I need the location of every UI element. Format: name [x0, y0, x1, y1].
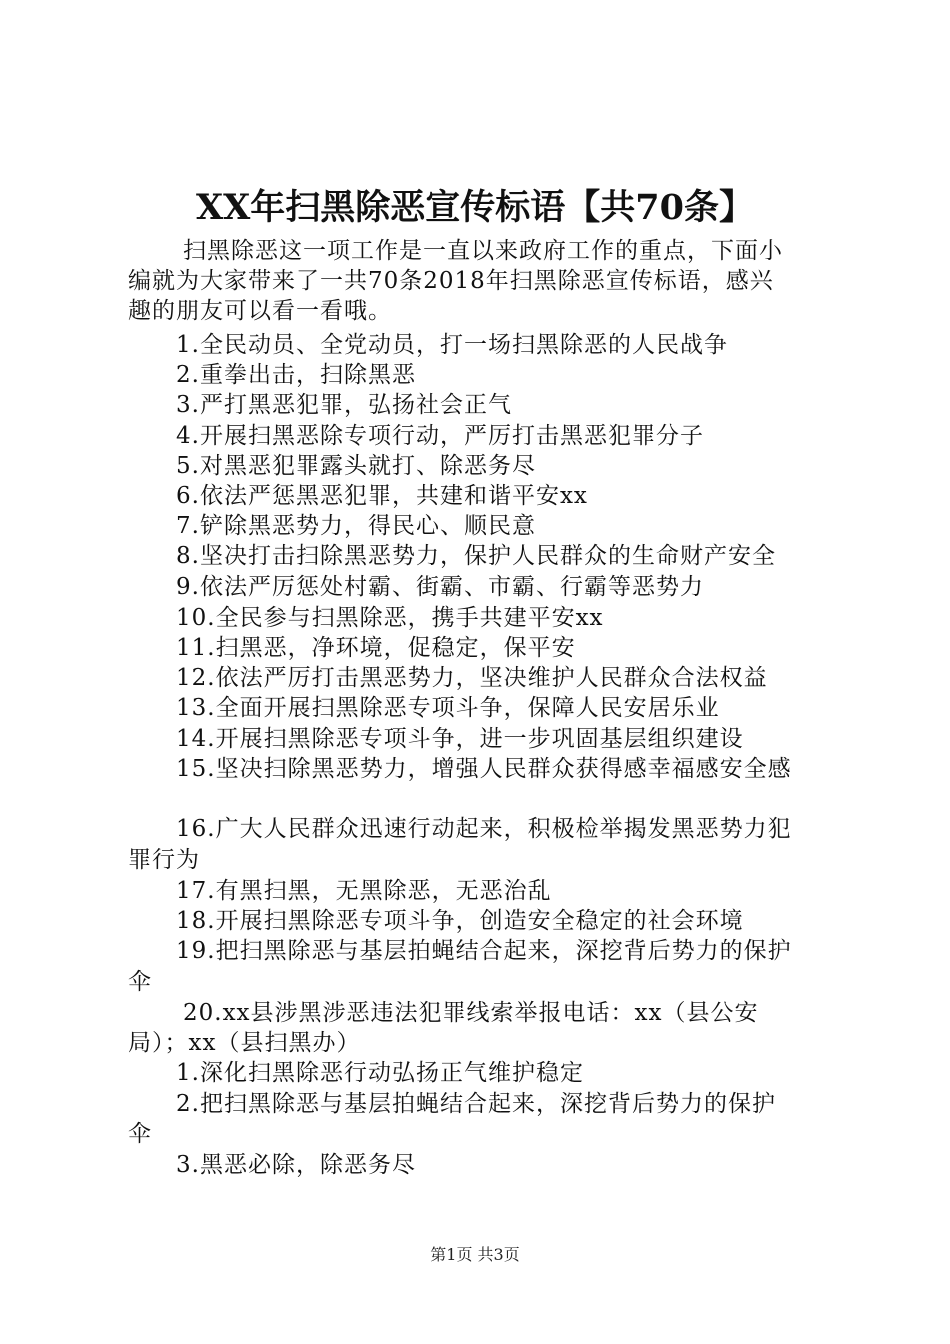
list-item: 1.深化扫黑除恶行动弘扬正气维护稳定 — [176, 1060, 584, 1086]
list-item: 19.把扫黑除恶与基层拍蝇结合起来，深挖背后势力的保护 — [176, 938, 792, 964]
list-item: 7.铲除黑恶势力，得民心、顺民意 — [176, 513, 536, 539]
list-item: 16.广大人民群众迅速行动起来，积极检举揭发黑恶势力犯 — [176, 816, 792, 842]
list-item: 15.坚决扫除黑恶势力，增强人民群众获得感幸福感安全感 — [176, 756, 792, 782]
list-item: 12.依法严厉打击黑恶势力，坚决维护人民群众合法权益 — [176, 665, 768, 691]
list-item: 1.全民动员、全党动员，打一场扫黑除恶的人民战争 — [176, 332, 728, 358]
list-item: 3.严打黑恶犯罪，弘扬社会正气 — [176, 392, 512, 418]
intro-line: 编就为大家带来了一共70条2018年扫黑除恶宣传标语，感兴 — [128, 268, 774, 294]
list-item: 10.全民参与扫黑除恶，携手共建平安xx — [176, 605, 604, 631]
list-item: 6.依法严惩黑恶犯罪，共建和谐平安xx — [176, 483, 588, 509]
list-item: 18.开展扫黑除恶专项斗争，创造安全稳定的社会环境 — [176, 908, 744, 934]
list-item: 5.对黑恶犯罪露头就打、除恶务尽 — [176, 453, 536, 479]
list-item: 伞 — [128, 1121, 152, 1147]
list-item: 伞 — [128, 969, 152, 995]
page-number-footer: 第1页 共3页 — [430, 1245, 520, 1264]
intro-line: 趣的朋友可以看一看哦。 — [128, 298, 392, 324]
list-item: 罪行为 — [128, 847, 200, 873]
list-item: 8.坚决打击扫除黑恶势力，保护人民群众的生命财产安全 — [176, 543, 776, 569]
list-item: 3.黑恶必除，除恶务尽 — [176, 1152, 416, 1178]
list-item: 20.xx县涉黑涉恶违法犯罪线索举报电话：xx（县公安 — [183, 1000, 759, 1026]
list-item: 9.依法严厉惩处村霸、街霸、市霸、行霸等恶势力 — [176, 574, 704, 600]
list-item: 局）；xx（县扫黑办） — [128, 1030, 361, 1056]
list-item: 13.全面开展扫黑除恶专项斗争，保障人民安居乐业 — [176, 695, 720, 721]
document-title: XX年扫黑除恶宣传标语【共70条】 — [195, 187, 755, 228]
list-item: 14.开展扫黑除恶专项斗争，进一步巩固基层组织建设 — [176, 726, 744, 752]
list-item: 11.扫黑恶，净环境，促稳定，保平安 — [176, 635, 576, 661]
list-item: 2.把扫黑除恶与基层拍蝇结合起来，深挖背后势力的保护 — [176, 1091, 776, 1117]
list-item: 4.开展扫黑恶除专项行动，严厉打击黑恶犯罪分子 — [176, 423, 704, 449]
list-item: 2.重拳出击，扫除黑恶 — [176, 362, 416, 388]
intro-line: 扫黑除恶这一项工作是一直以来政府工作的重点，下面小 — [183, 238, 783, 264]
list-item: 17.有黑扫黑，无黑除恶，无恶治乱 — [176, 878, 552, 904]
